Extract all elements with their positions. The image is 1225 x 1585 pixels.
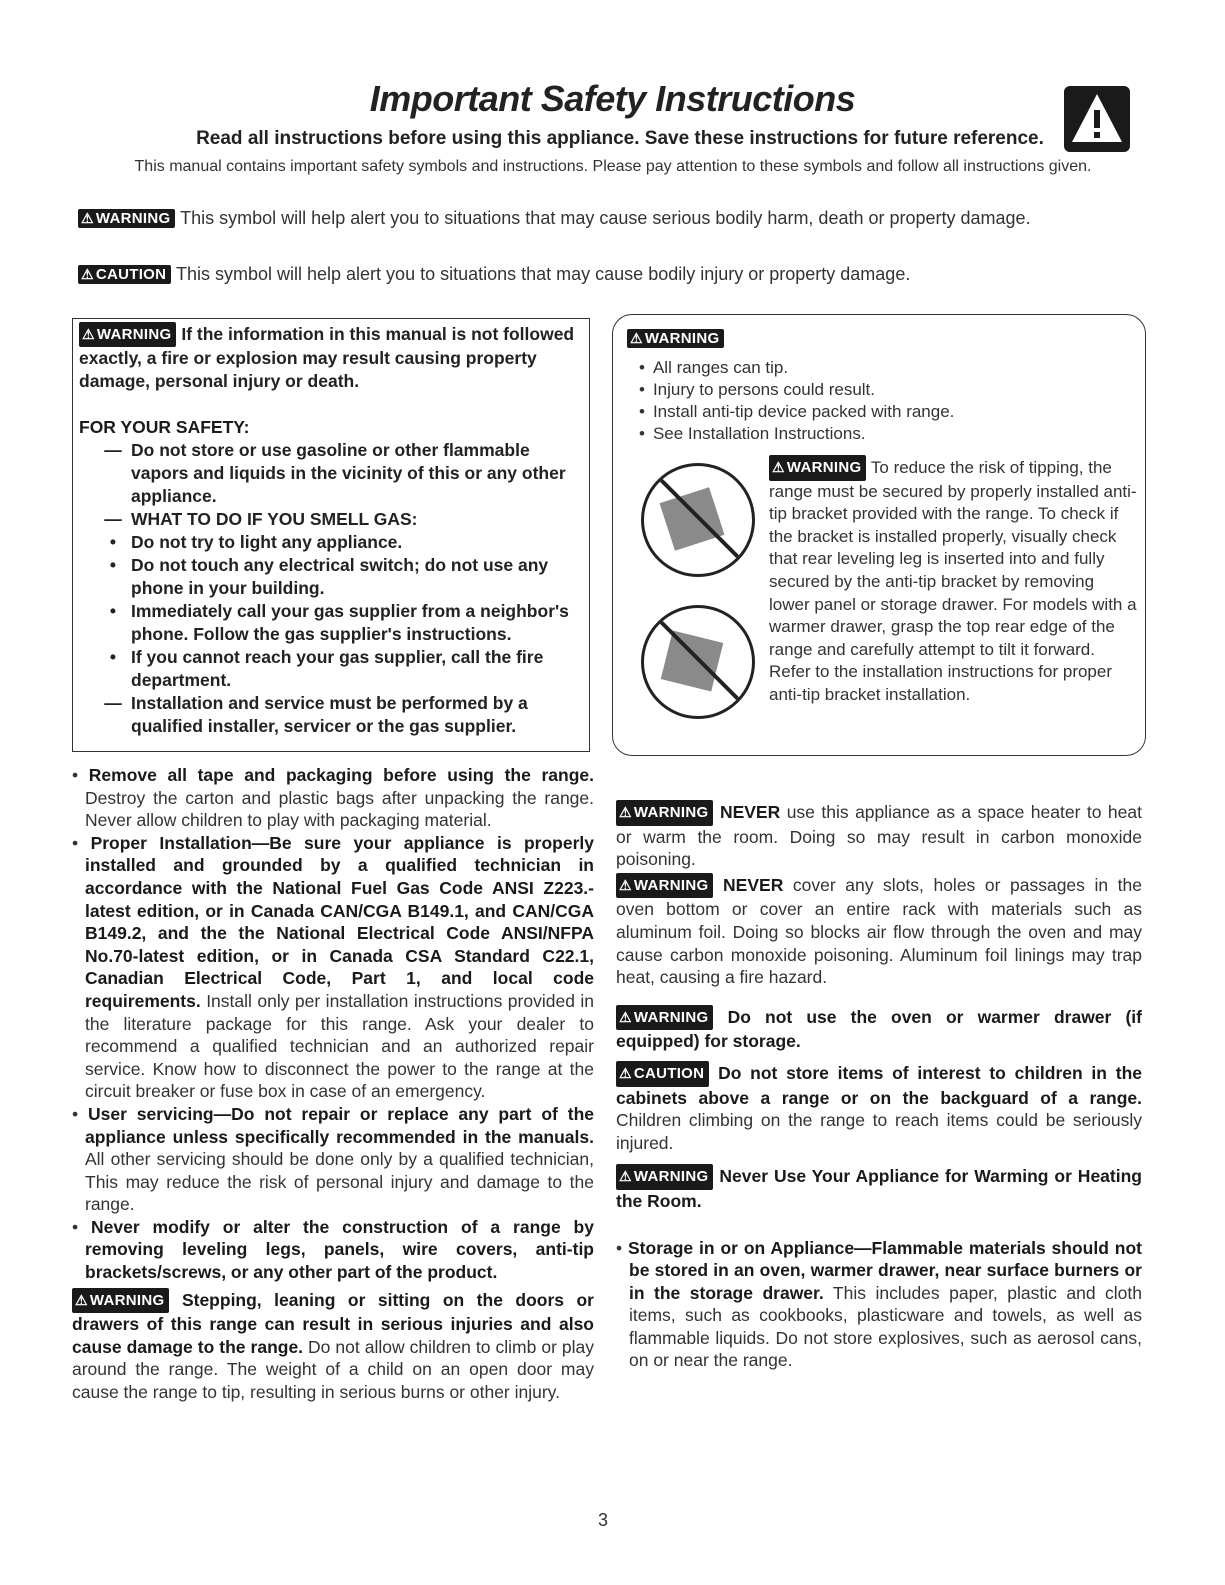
stepping-warning	[72, 1288, 594, 1404]
children-caution	[616, 1061, 1142, 1154]
list-item: • See Installation Instructions.	[639, 423, 954, 445]
list-item: • Remove all tape and packaging before using the range. Destroy the carton and plastic bags after unpacking the range. Never allow children to play with packaging material.	[72, 765, 595, 831]
warning-triangle-icon: ⚠	[81, 210, 94, 226]
anti-tip-paragraph	[769, 455, 1139, 707]
gas-warning-box	[72, 318, 590, 752]
warning-symbol-text: This symbol will help alert you to situations that may cause serious bodily harm, death or property damage.	[180, 208, 1031, 228]
warning-tag-label: WARNING	[633, 804, 709, 821]
warning-tag-label: WARNING	[633, 1008, 709, 1026]
list-item-text: If you cannot reach your gas supplier, call the fire department.	[131, 647, 544, 690]
anti-tip-bullets	[639, 357, 954, 445]
caution-tag-label: CAUTION	[95, 266, 167, 283]
item-text: This includes paper, plastic and cloth items, such as cookbooks, plasticware and towels, as well as flammable liquids. Do not store explosives, such as aerosol cans, on or near the range.	[629, 1282, 1143, 1371]
list-item	[79, 646, 583, 692]
list-item-text: Do not try to light any appliance.	[131, 532, 403, 552]
caution-symbol-line	[78, 264, 1168, 285]
warning-tag-label: WARNING	[644, 330, 720, 347]
item-bold: User servicing—Do not repair or replace any part of the appliance unless specifically recommended in the manuals.	[85, 1103, 594, 1147]
list-item: • Injury to persons could result.	[639, 379, 954, 401]
subtitle: Read all instructions before using this appliance. Save these instructions for future reference.	[196, 128, 1044, 149]
item-bold: Do not use the oven or warmer drawer (if equipped) for storage.	[616, 1006, 1142, 1052]
list-item-text: Installation and service must be performed by a qualified installer, servicer or the gas supplier.	[131, 693, 528, 736]
list-item-text: WHAT TO DO IF YOU SMELL GAS:	[131, 509, 418, 529]
warning-tag-label: WARNING	[95, 210, 171, 227]
warning-tag-label: WARNING	[89, 1291, 165, 1309]
warning-triangle-icon: ⚠	[619, 1168, 632, 1185]
list-marker: —	[104, 440, 122, 460]
left-column	[72, 764, 594, 1404]
warning-triangle-icon: ⚠	[82, 326, 95, 342]
gas-safety-list	[79, 439, 583, 738]
for-your-safety-heading: FOR YOUR SAFETY:	[79, 417, 250, 437]
item-text: cover any slots, holes or passages in the oven bottom or cover an entire rack with materials such as aluminum foil. Doing so blocks air flow through the oven and may cause carbon monoxide poisoning. Aluminum foil linings may trap heat, causing a fire hazard.	[616, 874, 1142, 988]
caution-tag-label: CAUTION	[633, 1064, 705, 1082]
warning-tag-label: WARNING	[96, 326, 172, 343]
warning-tag	[616, 873, 713, 899]
warning-tag	[769, 455, 866, 481]
range-tip-hazard-icon	[641, 463, 755, 577]
list-item: • Install anti-tip device packed with range.	[639, 401, 954, 423]
item-text: Install only per installation instructions provided in the literature package for this range. Ask your dealer to recommend a qualified technician and an authorized repair service. Know how to disconnect the power to the range at the circuit breaker or fuse box in case of an emergency.	[85, 990, 594, 1102]
list-item: • User servicing—Do not repair or replace any part of the appliance unless specifically recommended in the manuals. All other servicing should be done only by a qualified technician, This may reduce the risk of personal injury and damage to the range.	[72, 1103, 594, 1215]
list-item	[79, 554, 583, 600]
intro-text: This manual contains important safety symbols and instructions. Please pay attention to these symbols and follow all instructions given.	[134, 158, 1092, 175]
list-item	[79, 692, 583, 738]
item-text: Do not allow children to climb or play around the range. The weight of a child on an open door may cause the range to tip, resulting in serious burns or other injury.	[72, 1336, 594, 1403]
warning-tag	[627, 329, 724, 348]
gas-warning-lead	[79, 322, 583, 393]
list-item: • All ranges can tip.	[639, 357, 954, 379]
warning-tag	[616, 1005, 713, 1031]
page-number: 3	[598, 1510, 609, 1530]
list-item: • Never modify or alter the construction of a range by removing leveling legs, panels, wire covers, anti-tip brackets/screws, or any other part of the product.	[72, 1216, 594, 1283]
warning-tag-label: WARNING	[633, 876, 709, 894]
list-item	[79, 531, 583, 554]
page-title: Important Safety Instructions	[369, 78, 856, 119]
warning-tag-label: WARNING	[633, 1168, 709, 1186]
anti-tip-warning-box	[612, 314, 1146, 756]
list-item	[79, 508, 583, 531]
warning-triangle-icon: ⚠	[81, 266, 94, 282]
storage-warning	[616, 1005, 1142, 1053]
warning-symbol-line	[78, 208, 1168, 229]
anti-tip-paragraph-text: To reduce the risk of tipping, the range must be secured by properly installed anti-tip bracket provided with the range. To check if the bracket is installed properly, visually check that rear leveling leg is inserted into and fully secured by the anti-tip bracket by removing lower panel or storage drawer. For models with a warmer drawer, grasp the top rear edge of the range and carefully attempt to tilt it forward. Refer to the installation instructions for proper anti-tip bracket installation.	[769, 458, 1137, 704]
list-item	[79, 439, 583, 508]
item-bold: Remove all tape and packaging before using the range.	[88, 765, 595, 785]
warming-warning	[616, 1164, 1142, 1212]
warning-triangle-icon: ⚠	[772, 459, 785, 475]
list-marker: •	[109, 601, 117, 621]
item-bold: NEVER	[719, 802, 781, 822]
child-on-door-hazard-icon	[641, 605, 755, 719]
list-marker: •	[109, 555, 117, 575]
warning-tag	[616, 1164, 713, 1190]
warning-tag	[79, 322, 176, 347]
list-item	[79, 600, 583, 646]
caution-tag	[616, 1061, 709, 1087]
item-bold: Proper Installation—Be sure your appliance is properly installed and grounded by a qualified technician in accordance with the National Fuel Gas Code ANSI Z223.- latest edition, or in Canada CAN/CGA B149.1, and CAN/CGA B149.2, and the the National Electrical Code ANSI/NFPA No.70-latest edition, or in Canada CSA Standard C22.1, Canadian Electrical Code, Part 1, and local code requirements.	[85, 832, 594, 1011]
list-item: • Proper Installation—Be sure your appliance is properly installed and grounded by a qualified technician in accordance with the National Fuel Gas Code ANSI Z223.- latest edition, or in Canada CAN/CGA B149.1, and CAN/CGA B149.2, and the the National Electrical Code ANSI/NFPA No.70-latest edition, or in Canada CSA Standard C22.1, Canadian Electrical Code, Part 1, and local code requirements. Install only per installation instructions provided in the literature package for this range. Ask your dealer to recommend a qualified technician and an authorized repair service. Know how to disconnect the power to the range at the circuit breaker or fuse box in case of an emergency.	[72, 832, 594, 1102]
list-marker: •	[109, 532, 117, 552]
list-marker: —	[104, 693, 122, 713]
list-marker: •	[109, 647, 117, 667]
item-text: use this appliance as a space heater to heat or warm the room. Doing so may result in carbon monoxide poisoning.	[616, 802, 1142, 870]
list-item-text: Do not store or use gasoline or other flammable vapors and liquids in the vicinity of this or any other appliance.	[131, 440, 566, 506]
list-item-text: Immediately call your gas supplier from a neighbor's phone. Follow the gas supplier's instructions.	[131, 601, 569, 644]
item-bold: NEVER	[723, 874, 784, 895]
warning-triangle-icon: ⚠	[619, 876, 632, 893]
item-bold: Storage in or on Appliance—Flammable materials should not be stored in an oven, warmer drawer, near surface burners or in the storage drawer.	[628, 1237, 1142, 1303]
item-text: Destroy the carton and plastic bags after unpacking the range. Never allow children to play with packaging material.	[85, 787, 594, 831]
warning-triangle-icon: ⚠	[619, 1064, 632, 1081]
warning-triangle-icon: ⚠	[619, 804, 632, 820]
item-bold: Stepping, leaning or sitting on the doors or drawers of this range can result in serious injuries and also cause damage to the range.	[72, 1289, 594, 1357]
right-column	[616, 800, 1142, 1372]
storage-list-item: • Storage in or on Appliance—Flammable materials should not be stored in an oven, warmer drawer, near surface burners or in the storage drawer. This includes paper, plastic and cloth items, such as cookbooks, plasticware and towels, as well as flammable liquids. Do not store explosives, such as aerosol cans, on or near the range.	[616, 1237, 1143, 1371]
warning-tag-label: WARNING	[786, 459, 862, 476]
warning-triangle-icon: ⚠	[619, 1008, 632, 1025]
warning-tag	[78, 209, 175, 228]
item-bold: Never modify or alter the construction of a range by removing leveling legs, panels, wire covers, anti-tip brackets/screws, or any other part of the product.	[85, 1216, 594, 1283]
warning-tag	[616, 800, 713, 826]
list-item-text: Do not touch any electrical switch; do not use any phone in your building.	[131, 555, 549, 598]
item-text: All other servicing should be done only by a qualified technician, This may reduce the risk of personal injury and damage to the range.	[85, 1149, 594, 1215]
item-bold: Do not store items of interest to children in the cabinets above a range or on the backguard of a range.	[616, 1062, 1142, 1108]
list-marker: —	[104, 509, 122, 529]
warning-triangle-icon: ⚠	[75, 1291, 88, 1308]
slots-warning	[616, 873, 1142, 989]
item-bold: Never Use Your Appliance for Warming or Heating the Room.	[616, 1166, 1142, 1211]
warning-tag	[72, 1288, 169, 1314]
space-heater-warning	[616, 800, 1142, 871]
gas-warning-lead-text: If the information in this manual is not followed exactly, a fire or explosion may result causing property damage, personal injury or death.	[79, 324, 575, 391]
item-text: Children climbing on the range to reach items could be seriously injured.	[616, 1110, 1142, 1153]
warning-triangle-icon: ⚠	[630, 330, 643, 346]
caution-symbol-text: This symbol will help alert you to situations that may cause bodily injury or property damage.	[175, 264, 911, 284]
caution-tag	[78, 265, 171, 284]
